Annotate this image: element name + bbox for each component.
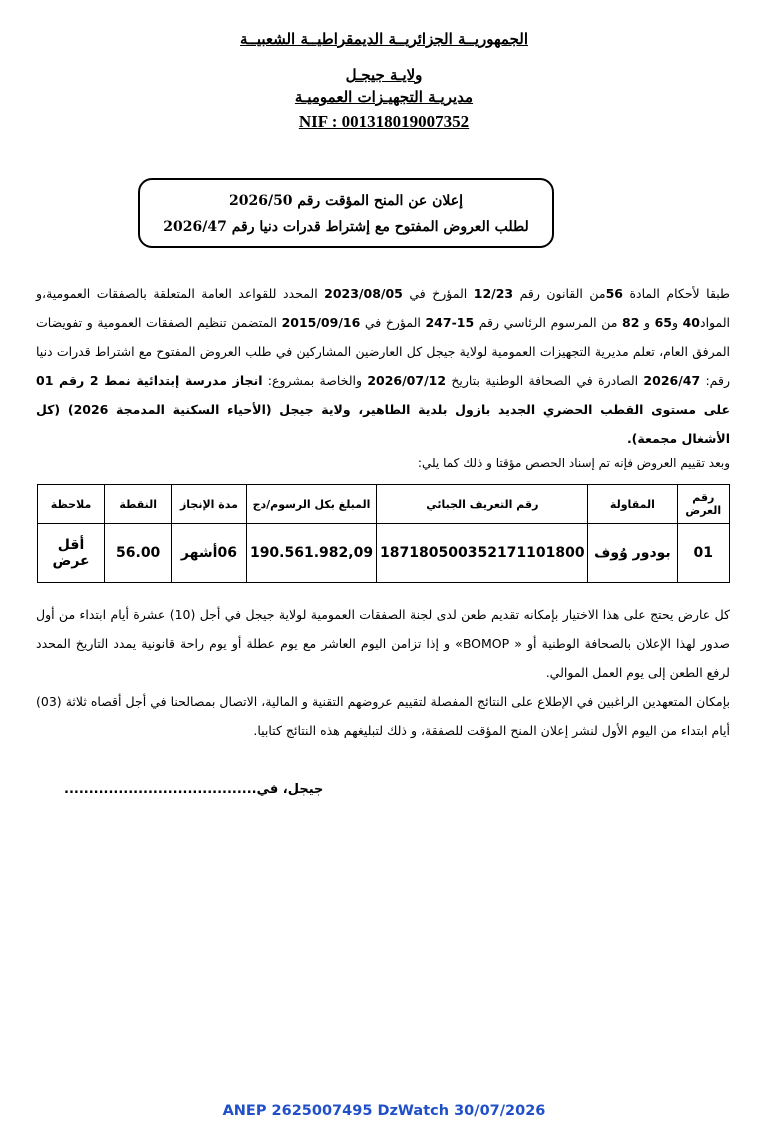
text: المؤرخ في bbox=[402, 286, 474, 301]
col-score: النقطة bbox=[105, 485, 172, 524]
announcement-box bbox=[138, 178, 554, 248]
text: 65 bbox=[654, 315, 672, 330]
company-name: بودور وُوف bbox=[588, 524, 677, 583]
project-title: انجاز مدرسة إبتدائية نمط 2 رقم 01 على مستوى القطب الحضري الجديد بازول بلدية الطاهير، ولاية جيجل (الأحياء السكنية المدمجة 2026) (كل الأشغال مجمعة). bbox=[36, 373, 730, 446]
text: 15-247 bbox=[425, 315, 475, 330]
nif-number: NIF : 001318019007352 bbox=[298, 112, 470, 131]
text: 56 bbox=[605, 286, 623, 301]
text: من المرسوم الرئاسي رقم bbox=[474, 315, 622, 330]
republic-title: الجمهوريــة الجزائريــة الديمقراطيــة الشعبيــة bbox=[239, 30, 529, 48]
text: الصادرة في الصحافة الوطنية بتاريخ bbox=[446, 373, 644, 388]
col-note: ملاحظة bbox=[38, 485, 105, 524]
text: والخاصة بمشروع: bbox=[262, 373, 368, 388]
text: 2023/08/05 bbox=[324, 286, 403, 301]
bid-number: 01 bbox=[677, 524, 729, 583]
col-duration: مدة الإنجاز bbox=[172, 485, 246, 524]
text: 82 bbox=[622, 315, 640, 330]
text: 12/23 bbox=[473, 286, 514, 301]
text: و bbox=[672, 315, 683, 330]
tax-id: 187180500352171101800 bbox=[377, 524, 588, 583]
text: المؤرخ في bbox=[360, 315, 426, 330]
announcement-title: إعلان عن المنح المؤقت رقم 2026/50 bbox=[228, 193, 464, 209]
results-paragraph: بإمكان المتعهدين الراغبين في الإطلاع على النتائج المفصلة لتقييم عروضهم التقنية و المالية، الاتصال بمصالحنا في أجل أقصاه ثلاثة (03) أيام ابتداء من اليوم الأول لنشر إعلان المنح المؤقت للصفقة، و ذلك لتبليغهم هذه النتائج كتابيا. bbox=[36, 694, 730, 738]
directorate-title: مديريـة التجهيـزات العموميـة bbox=[294, 88, 474, 106]
text: و bbox=[639, 315, 655, 330]
table-row bbox=[38, 524, 730, 583]
col-company: المقاولة bbox=[588, 485, 677, 524]
appeal-paragraph: كل عارض يحتج على هذا الاختيار بإمكانه تقديم طعن لدى لجنة الصفقات العمومية لولاية جيجل في أجل (10) عشرة أيام ابتداء من أول صدور لهذا الإعلان بالصحافة الوطنية أو « BOMOP» و إذا تزامن اليوم العاشر مع يوم عطلة أو يوم راحة قانونية يمدد التاريخ المحدد لرفع الطعن إلى يوم العمل الموالي. bbox=[36, 607, 730, 680]
note: أقل عرض bbox=[38, 524, 105, 583]
duration: 06أشهر bbox=[172, 524, 246, 583]
score: 56.00 bbox=[105, 524, 172, 583]
signature-line: جيجل، في....................................... bbox=[64, 782, 324, 797]
text: 2026/07/12 bbox=[367, 373, 447, 388]
evaluation-line: وبعد تقييم العروض فإنه تم إسناد الحصص مؤقتا و ذلك كما يلي: bbox=[417, 456, 730, 470]
intro-paragraph bbox=[36, 279, 730, 453]
col-amount: المبلغ بكل الرسوم/دج bbox=[246, 485, 377, 524]
text: المتضمن تنظيم الصفقات العمومية و تفويضات المرفق العام، تعلم مديرية التجهيزات العمومية لولاية جيجل كل العارضين المشاركين في طلب العروض المفتوح مع اشتراط قدرات دنيا رقم: bbox=[36, 315, 731, 388]
amount: 190.561.982,09 bbox=[246, 524, 377, 583]
text: 40 bbox=[682, 315, 701, 330]
col-tax-id: رقم التعريف الجبائي bbox=[377, 485, 588, 524]
text: 2015/09/16 bbox=[281, 315, 361, 330]
footer-reference: ANEP 2625007495 DzWatch 30/07/2026 bbox=[222, 1103, 546, 1119]
col-bid-number: رقم العرض bbox=[677, 485, 729, 524]
wilaya-title: ولايـة جيجـل bbox=[345, 66, 423, 84]
announcement-subtitle: لطلب العروض المفتوح مع إشتراط قدرات دنيا رقم 2026/47 bbox=[163, 219, 529, 235]
text: المحدد للقواعد العامة المتعلقة بالصفقات العمومية،و المواد bbox=[36, 286, 731, 330]
text: طبقا لأحكام المادة bbox=[623, 286, 731, 301]
award-table bbox=[37, 484, 730, 583]
text: من القانون رقم bbox=[513, 286, 606, 301]
text: 2026/47 bbox=[643, 373, 701, 388]
